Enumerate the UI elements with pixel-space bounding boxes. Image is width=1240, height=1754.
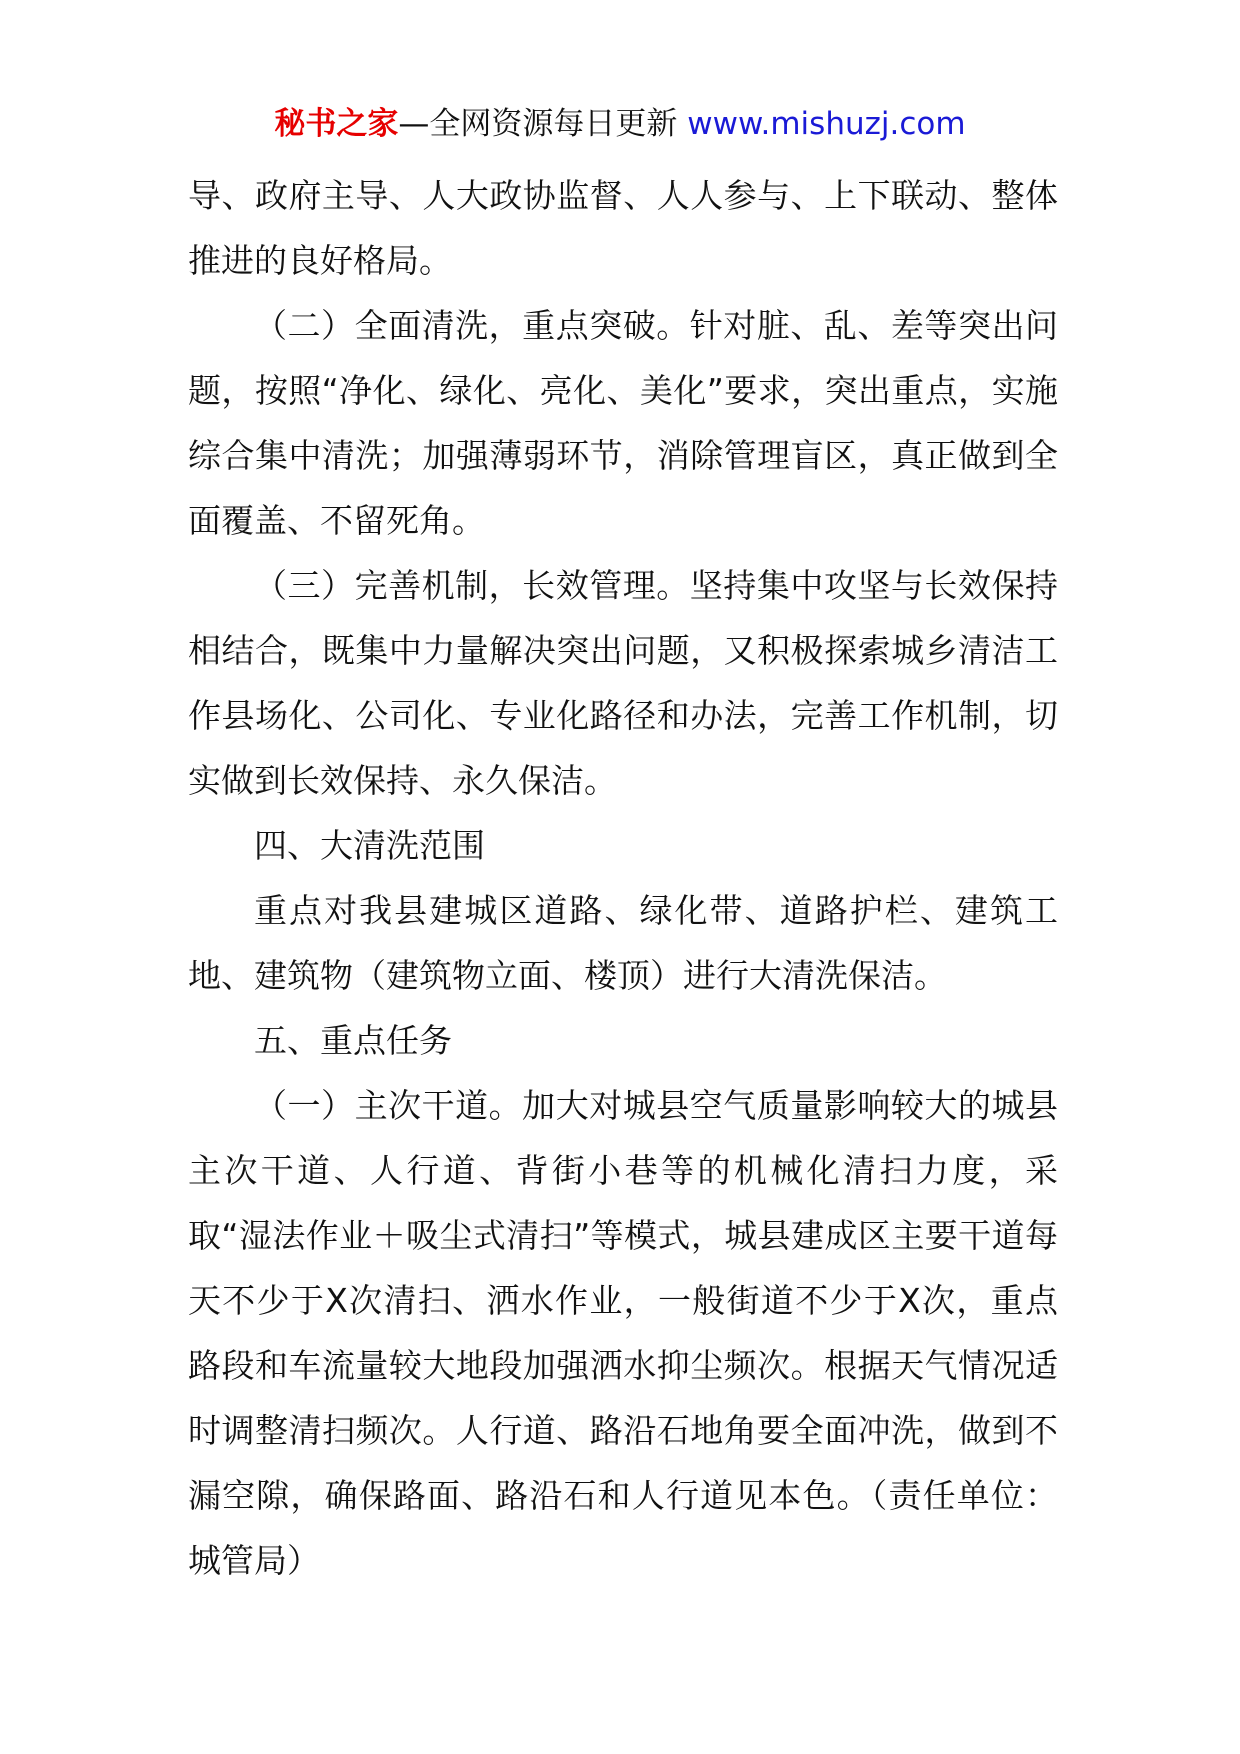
paragraph-task-1: （一）主次干道。加大对城县空气质量影响较大的城县主次干道、人行道、背街小巷等的机械化清扫力度，采取“湿法作业＋吸尘式清扫”等模式，城县建成区主要干道每天不少于X次清扫、洒水作业，一般街道不少于X次，重点路段和车流量较大地段加强洒水抑尘频次。根据天气情况适时调整清扫频次。人行道、路沿石地角要全面冲洗，做到不漏空隙，确保路面、路沿石和人行道见本色。（责任单位：城管局） [188, 1086, 1058, 1580]
document-body [188, 163, 1058, 1593]
heading-key-tasks: 五、重点任务 [254, 1021, 452, 1060]
heading-scope: 四、大清洗范围 [254, 826, 485, 865]
header-url-link[interactable]: www.mishuzj.com [687, 106, 966, 142]
page-header [0, 100, 1240, 148]
paragraph-scope: 重点对我县建城区道路、绿化带、道路护栏、建筑工地、建筑物（建筑物立面、楼顶）进行大清洗保洁。 [188, 891, 1058, 995]
paragraph-section-3: （三）完善机制，长效管理。坚持集中攻坚与长效保持相结合，既集中力量解决突出问题，又积极探索城乡清洁工作县场化、公司化、专业化路径和办法，完善工作机制，切实做到长效保持、永久保洁。 [188, 566, 1058, 800]
header-brand: 秘书之家 [274, 106, 399, 142]
paragraph-continuation: 导、政府主导、人大政协监督、人人参与、上下联动、整体推进的良好格局。 [188, 176, 1058, 280]
header-tagline: —全网资源每日更新 [398, 106, 688, 142]
paragraph-section-2: （二）全面清洗，重点突破。针对脏、乱、差等突出问题，按照“净化、绿化、亮化、美化”要求，突出重点，实施综合集中清洗；加强薄弱环节，消除管理盲区，真正做到全面覆盖、不留死角。 [188, 306, 1058, 540]
